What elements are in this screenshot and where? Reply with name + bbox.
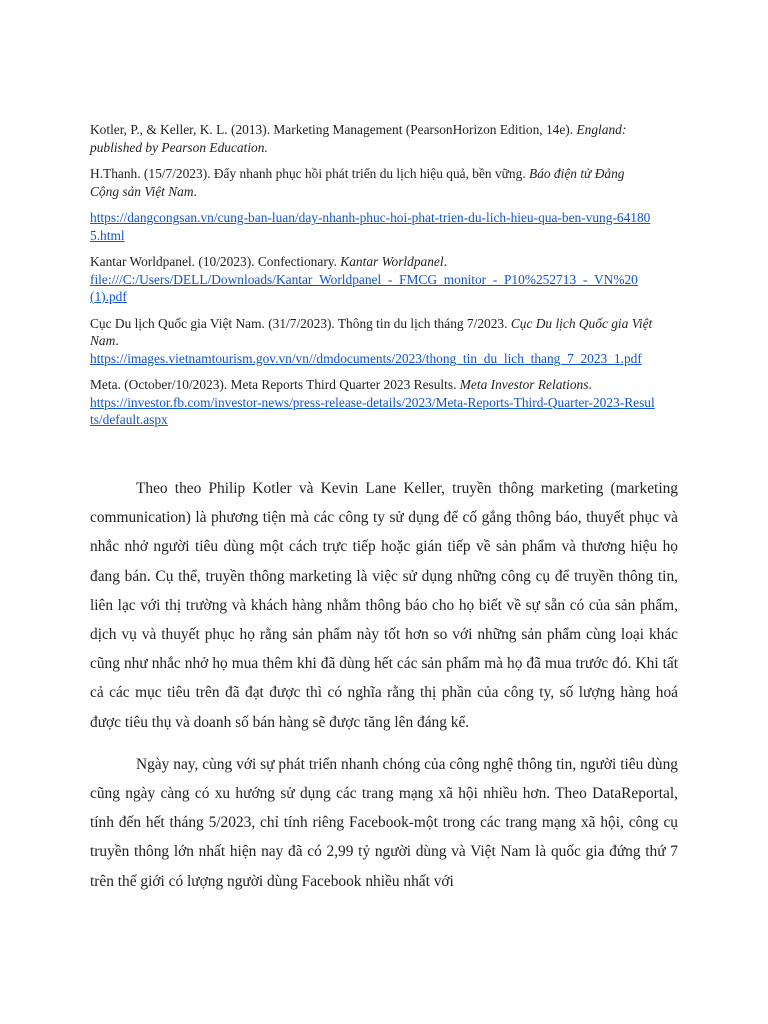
reference-text: Meta. (October/10/2023). Meta Reports Third Quarter 2023 Results. (90, 377, 460, 392)
reference-item (90, 165, 655, 200)
reference-text: Kantar Worldpanel. (10/2023). Confectionary. (90, 254, 341, 269)
reference-text: Cục Du lịch Quốc gia Việt Nam. (31/7/2023). Thông tin du lịch tháng 7/2023. (90, 315, 511, 331)
reference-source: Kantar Worldpanel (340, 254, 444, 269)
reference-link[interactable]: https://investor.fb.com/investor-news/press-release-details/2023/Meta-Reports-Third-Quarter-2023-Results/default.aspx (90, 394, 655, 427)
reference-item (90, 209, 655, 244)
reference-source: England: published by Pearson Education (90, 122, 627, 155)
reference-source: Báo điện tử Đảng Cộng sản Việt Nam (90, 166, 625, 199)
reference-tail: . (588, 377, 592, 392)
reference-source: Cục Du lịch Quốc gia Việt Nam (90, 315, 653, 348)
reference-item (90, 315, 655, 368)
reference-tail: . (193, 183, 197, 199)
paragraph: Ngày nay, cùng với sự phát triển nhanh chóng của công nghệ thông tin, người tiêu dùng cũng ngày càng có xu hướng sử dụng các trang mạng xã hội nhiều hơn. Theo DataReportal, tính đến hết tháng 5/2023, chỉ tính riêng Facebook-một trong các trang mạng xã hội, công cụ truyền thông lớn nhất hiện nay đã có 2,99 tỷ người dùng và Việt Nam là quốc gia đứng thứ 7 trên thế giới có lượng người dùng Facebook nhiều nhất với (90, 755, 678, 890)
reference-list (90, 121, 655, 438)
reference-tail: . (264, 139, 268, 155)
reference-source: Meta Investor Relations (459, 377, 589, 392)
reference-item (90, 253, 655, 306)
body-text (90, 474, 678, 909)
reference-item (90, 376, 655, 429)
reference-item (90, 121, 655, 156)
reference-link[interactable]: https://dangcongsan.vn/cung-ban-luan/day-nhanh-phuc-hoi-phat-trien-du-lich-hieu-qua-ben-vung-641805.html (90, 210, 651, 243)
paragraph: Theo theo Philip Kotler và Kevin Lane Keller, truyền thông marketing (marketing communication) là phương tiện mà các công ty sử dụng để cố gắng thông báo, thuyết phục và nhắc nhở người tiêu dùng một cách trực tiếp hoặc gián tiếp về sản phẩm và thương hiệu họ đang bán. Cụ thể, truyền thông marketing là việc sử dụng những công cụ để truyền thông tin, liên lạc với thị trường và khách hàng nhằm thông báo cho họ biết về sự sẵn có của sản phẩm, dịch vụ và thuyết phục họ rằng sản phẩm này tốt hơn so với những sản phẩm cùng loại khác cũng như nhắc nhở họ mua thêm khi đã dùng hết các sản phẩm mà họ đã mua trước đó. Khi tất cả các mục tiêu trên đã đạt được thì có nghĩa rằng thị phần của công ty, số lượng hàng hoá được tiêu thụ và doanh số bán hàng sẽ được tăng lên đáng kể. (90, 480, 678, 731)
reference-text: Kotler, P., & Keller, K. L. (2013). Marketing Management (PearsonHorizon Edition, 14e). (90, 122, 577, 137)
reference-link[interactable]: file:///C:/Users/DELL/Downloads/Kantar_Worldpanel_-_FMCG_monitor_-_P10%252713_-_VN%20(1).pdf (90, 271, 638, 304)
reference-tail: . (115, 333, 119, 348)
reference-tail: . (443, 254, 447, 269)
reference-text: H.Thanh. (15/7/2023). Đẩy nhanh phục hồi phát triển du lịch hiệu quả, bền vững. (90, 166, 530, 181)
reference-link[interactable]: https://images.vietnamtourism.gov.vn/vn//dmdocuments/2023/thong_tin_du_lich_thang_7_2023_1.pdf (90, 350, 642, 366)
